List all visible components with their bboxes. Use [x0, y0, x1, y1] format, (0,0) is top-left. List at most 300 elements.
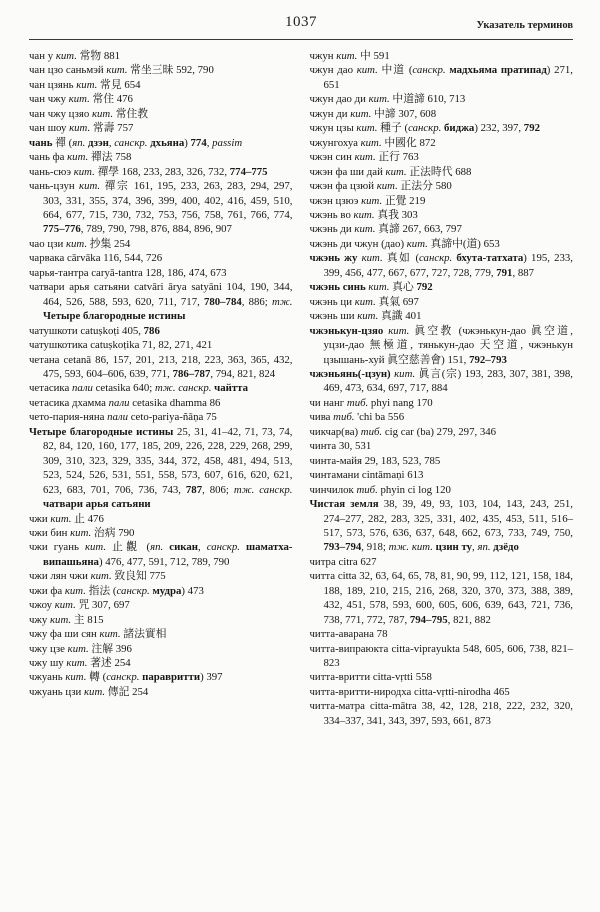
- text-run: читта-вритти citta-vṛtti 558: [309, 671, 432, 684]
- text-run: 真我 303: [374, 208, 418, 221]
- text-run: 注解 396: [88, 642, 132, 655]
- page-number: 1037: [285, 14, 317, 30]
- text-run: 指法 (: [85, 584, 117, 597]
- text-run: чжун: [309, 50, 337, 62]
- index-entry: [29, 381, 293, 395]
- text-run: phyi nang 170: [368, 396, 433, 409]
- index-entry: [310, 280, 574, 294]
- text-run: тж. санскр.: [154, 382, 212, 395]
- text-run: 常見 654: [97, 78, 141, 91]
- text-run: кит.: [66, 657, 88, 670]
- text-run: чжэнь ши: [309, 310, 358, 323]
- index-entry: [29, 136, 293, 150]
- index-entry: [310, 555, 574, 569]
- text-run: чжи лян чжи: [29, 570, 91, 583]
- text-run: чатушкоти catuṣkoṭi 405,: [29, 324, 144, 337]
- index-entry: [29, 49, 293, 63]
- text-run: чжи гуань: [29, 541, 85, 554]
- text-run: 中道諦 610, 713: [389, 93, 466, 106]
- text-run: пали: [107, 411, 129, 424]
- text-run: 致良知 775: [111, 570, 166, 583]
- text-run: 792: [523, 122, 540, 135]
- text-run: passim: [212, 136, 243, 149]
- text-run: кит.: [388, 324, 410, 337]
- text-run: ) 476, 477, 591, 712, 789, 790: [98, 555, 230, 568]
- text-run: , 887: [512, 266, 535, 279]
- index-entry: [310, 483, 574, 497]
- text-run: санскр.: [412, 64, 446, 77]
- text-run: кит.: [353, 208, 375, 221]
- text-run: 774–775: [229, 165, 268, 178]
- text-run: 793–794: [323, 541, 362, 554]
- text-run: кит.: [55, 50, 77, 62]
- text-run: кит.: [350, 107, 372, 120]
- text-run: чжун ди: [309, 107, 351, 120]
- text-run: чжэнь жу: [309, 252, 358, 265]
- text-run: чинтамани cintāmaṇi 613: [309, 469, 424, 482]
- running-title: Указатель терминов: [476, 20, 573, 31]
- right-column: [310, 49, 574, 728]
- text-run: phyin ci log 120: [377, 483, 451, 496]
- text-run: чива: [309, 411, 334, 424]
- text-run: кит.: [79, 180, 101, 193]
- text-run: 'chi ba 556: [354, 411, 405, 424]
- index-entry: [29, 150, 293, 164]
- text-run: ) 195, 233, 399, 456, 477, 667, 677, 727, 728, 779,: [323, 252, 573, 279]
- text-run: чжи: [29, 512, 51, 525]
- text-run: чан у: [29, 50, 56, 62]
- text-run: чжэнькун-цзяо: [309, 324, 384, 337]
- index-entry: [310, 468, 574, 482]
- index-entry: [29, 266, 293, 280]
- text-run: чжи фа: [29, 584, 65, 597]
- text-run: яп.: [477, 541, 491, 554]
- text-run: санскр.: [419, 252, 453, 265]
- index-entry: [310, 685, 574, 699]
- text-run: 常壽 757: [90, 122, 134, 135]
- index-entry: [29, 353, 293, 382]
- text-run: чатвари арья сатьяни: [43, 498, 151, 511]
- text-run: чань: [29, 136, 53, 149]
- text-run: чан цзянь: [29, 78, 77, 91]
- index-entry: [29, 627, 293, 641]
- text-run: Четыре благородные истины: [29, 425, 174, 438]
- text-run: 38, 39, 49, 93, 103, 104, 143, 243, 251, 274–277, 282, 283, 325, 331, 402, 435, 453, 511, 516–517, 573, 576, 636, 637, 648, 662, 673, 733, 749, 750,: [323, 498, 574, 539]
- text-run: чи нанг: [309, 396, 347, 409]
- text-run: 中諦 307, 608: [371, 107, 437, 120]
- text-run: кит.: [376, 180, 398, 193]
- text-run: ) 397: [200, 671, 223, 684]
- text-run: пали: [108, 396, 130, 409]
- text-run: яп.: [150, 541, 164, 554]
- index-entry: [310, 121, 574, 135]
- text-run: чжунгохуа: [309, 136, 361, 149]
- index-entry: [29, 526, 293, 540]
- index-entry: [310, 208, 574, 222]
- text-run: 中 591: [357, 50, 390, 62]
- text-run: 786–787: [172, 367, 211, 380]
- index-entry: [310, 569, 574, 627]
- text-run: кит.: [76, 78, 98, 91]
- text-run: 774: [190, 136, 207, 149]
- text-run: 792: [416, 281, 433, 294]
- text-run: 真識 401: [378, 310, 422, 323]
- text-run: 775–776: [43, 223, 81, 236]
- text-run: cig car (ba) 279, 297, 346: [382, 425, 497, 438]
- text-run: яп.: [72, 136, 86, 149]
- index-entry: [29, 121, 293, 135]
- index-entry: [29, 237, 293, 251]
- text-run: кит.: [64, 584, 86, 597]
- text-run: кит.: [68, 93, 90, 106]
- text-run: чжэн син: [309, 151, 355, 164]
- text-run: 786: [143, 324, 160, 337]
- text-run: кит.: [354, 223, 376, 236]
- text-run: ,: [108, 136, 115, 149]
- text-run: читта-аварана 78: [309, 628, 388, 641]
- index-entry: [310, 367, 574, 396]
- text-run: 真如 (: [382, 252, 420, 265]
- text-run: биджа: [444, 122, 475, 135]
- text-run: чинчилок: [309, 483, 357, 496]
- text-run: 著述 254: [87, 657, 131, 670]
- index-entry: [29, 598, 293, 612]
- text-run: , 789, 790, 798, 876, 884, 896, 907: [80, 223, 232, 236]
- text-run: кит.: [357, 310, 379, 323]
- index-entry: [29, 63, 293, 77]
- index-entry: [29, 642, 293, 656]
- text-run: чайтта: [214, 382, 248, 395]
- text-run: кит.: [361, 194, 383, 207]
- index-entry: [29, 338, 293, 352]
- index-entry: [29, 396, 293, 410]
- text-run: кит.: [368, 281, 390, 294]
- text-run: кит.: [65, 671, 87, 684]
- index-entry: [310, 179, 574, 193]
- text-run: кит.: [356, 122, 378, 135]
- index-entry: [29, 425, 293, 512]
- text-run: cetasika 640;: [92, 382, 155, 395]
- text-run: Четыре благородные истины: [43, 310, 186, 323]
- index-entry: [29, 179, 293, 237]
- text-run: кит.: [106, 64, 128, 77]
- text-run: тиб.: [360, 425, 383, 438]
- text-run: чинта-майя 29, 183, 523, 785: [309, 454, 441, 467]
- text-run: чжэнь ди: [309, 223, 355, 236]
- index-entry: [29, 512, 293, 526]
- text-run: 真諦中(道) 653: [427, 237, 500, 250]
- text-run: мудра: [152, 584, 182, 597]
- index-entry: [310, 150, 574, 164]
- text-run: ) 271, 651: [323, 64, 573, 91]
- text-run: ): [184, 136, 191, 149]
- text-run: чжу: [29, 613, 50, 626]
- text-run: 止 476: [71, 512, 104, 525]
- text-run: кит.: [368, 93, 390, 106]
- index-entry: [310, 92, 574, 106]
- text-run: мадхьяма пратипад: [449, 64, 547, 77]
- text-run: четасика дхамма: [29, 396, 109, 409]
- text-run: чжэнь во: [309, 208, 354, 221]
- text-run: , 821, 882: [447, 613, 491, 626]
- text-run: 禪學 168, 233, 283, 326, 732,: [94, 165, 230, 178]
- text-run: чарья-тантра caryā-tantra 128, 186, 474, 673: [29, 266, 227, 279]
- text-run: 真氣 697: [375, 295, 419, 308]
- index-columns: [29, 49, 573, 728]
- text-run: тж. кит.: [388, 541, 433, 554]
- text-run: 眞言(宗) 193, 283, 307, 381, 398, 469, 473, 634, 697, 717, 884: [323, 367, 574, 395]
- text-run: чжун дао ди: [309, 93, 369, 106]
- text-run: кит.: [54, 599, 76, 612]
- text-run: чжун цзы: [309, 122, 357, 135]
- text-run: кит.: [67, 642, 89, 655]
- text-run: санскр.: [206, 541, 240, 554]
- index-entry: [29, 165, 293, 179]
- index-entry: [310, 309, 574, 323]
- text-run: 常住教: [113, 107, 149, 120]
- text-run: чан цзо саньмэй: [29, 64, 107, 77]
- index-entry: [310, 699, 574, 728]
- text-run: 轉 (: [86, 671, 107, 684]
- text-run: 真心: [389, 281, 417, 294]
- text-run: тиб.: [333, 411, 355, 424]
- index-entry: [310, 136, 574, 150]
- text-run: 傳記 254: [105, 685, 149, 698]
- text-run: кит.: [336, 50, 358, 62]
- text-run: дхьяна: [150, 136, 185, 149]
- text-run: кит.: [84, 541, 107, 554]
- text-run: 常住 476: [89, 93, 133, 106]
- text-run: кит.: [50, 613, 72, 626]
- text-run: кит.: [356, 64, 378, 77]
- text-run: 咒 307, 697: [75, 599, 130, 612]
- text-run: дзэн: [88, 136, 109, 149]
- text-run: 治病 790: [91, 526, 135, 539]
- text-run: шаматха-випашьяна: [43, 541, 293, 568]
- text-run: кит.: [354, 151, 376, 164]
- text-run: тиб.: [356, 483, 378, 496]
- text-run: 正覺 219: [382, 194, 426, 207]
- text-run: тиб.: [346, 396, 369, 409]
- text-run: 止觀 (: [106, 541, 151, 554]
- text-run: читта-випраюкта citta-viprayukta 548, 605, 606, 738, 821–823: [309, 642, 573, 670]
- index-entry: [310, 165, 574, 179]
- index-entry: [310, 425, 574, 439]
- text-run: 正法時代 688: [406, 165, 472, 178]
- text-run: 794–795: [409, 613, 448, 626]
- text-run: чжэн фа ши дай: [309, 165, 386, 178]
- index-entry: [29, 613, 293, 627]
- text-run: кит.: [50, 512, 72, 525]
- text-run: ) 473: [181, 584, 204, 597]
- text-run: кит.: [67, 151, 89, 164]
- text-run: 真諦 267, 663, 797: [375, 223, 462, 236]
- text-run: кит.: [385, 165, 407, 178]
- text-run: 常坐三昧 592, 790: [127, 64, 214, 77]
- header-rule: [29, 39, 573, 40]
- text-run: ,: [197, 541, 207, 554]
- text-run: кит.: [65, 237, 88, 250]
- text-run: чао цзи: [29, 237, 66, 250]
- text-run: кит.: [99, 628, 121, 641]
- text-run: 種子 (: [377, 122, 409, 135]
- text-run: 禪宗 161, 195, 233, 263, 283, 294, 297, 303, 331, 355, 374, 396, 399, 400, 402, 416, 459, 510, 664, 677, 715, 730, 732, 753, 756, 758, 761, 766, 774,: [43, 180, 293, 221]
- text-run: бхута-татхата: [456, 252, 524, 265]
- text-run: читта-вритти-ниродха citta-vṛtti-nirodha 465: [309, 685, 510, 698]
- index-entry: [310, 627, 574, 641]
- text-run: сикан: [169, 541, 198, 554]
- text-run: 禪 (: [52, 136, 73, 149]
- text-run: санскр.: [116, 584, 150, 597]
- index-entry: [310, 295, 574, 309]
- index-entry: [310, 497, 574, 555]
- text-run: чжэнь ди чжун (дао): [309, 237, 407, 250]
- text-run: 780–784: [203, 295, 242, 308]
- index-entry: [29, 280, 293, 323]
- index-entry: [29, 540, 293, 569]
- text-run: чжуань цзи: [29, 685, 84, 698]
- text-run: чжу шу: [29, 657, 67, 670]
- text-run: кит.: [90, 570, 112, 583]
- text-run: 正行 763: [375, 151, 419, 164]
- text-run: санскр.: [114, 136, 148, 149]
- text-run: санскр.: [408, 122, 442, 135]
- text-run: кит.: [354, 295, 376, 308]
- text-run: кит.: [360, 136, 382, 149]
- text-run: 25, 31, 41–42, 71, 73, 74, 82, 84, 120, 160, 177, 185, 209, 226, 228, 229, 268, 299, 309, 310, 323, 329, 335, 344, 372, 458, 481, 494, 513, 523, 524, 526, 531, 551, 558, 573, 607, 616, 620, 621, 623, 683, 701, 706, 736, 743,: [43, 425, 293, 496]
- index-entry: [310, 237, 574, 251]
- index-entry: [29, 670, 293, 684]
- text-run: , 886;: [241, 295, 272, 308]
- text-run: чикчар(ва): [309, 425, 361, 438]
- text-run: чето-пария-няна: [29, 411, 108, 424]
- text-run: кит.: [91, 107, 114, 120]
- text-run: 中國化 872: [381, 136, 436, 149]
- text-run: паравритти: [142, 671, 201, 684]
- index-entry: [310, 194, 574, 208]
- index-entry: [310, 439, 574, 453]
- index-entry: [310, 454, 574, 468]
- text-run: читта-матра citta-mātra 38, 42, 128, 218, 222, 232, 320, 334–337, 341, 343, 397, 593, 661, 873: [309, 700, 573, 727]
- text-run: чан чжу цзяо: [29, 107, 92, 120]
- index-entry: [310, 324, 574, 367]
- text-run: кит.: [73, 165, 95, 178]
- index-entry: [29, 78, 293, 92]
- text-run: Чистая земля: [309, 498, 379, 511]
- text-run: 中道 (: [377, 64, 413, 77]
- text-run: кит.: [70, 526, 92, 539]
- text-run: чарвака cārvāka 116, 544, 726: [29, 252, 163, 265]
- text-run: четана cetanā 86, 157, 201, 213, 218, 223, 363, 365, 432, 475, 593, 604–606, 639, 771,: [29, 353, 293, 380]
- page-header: [29, 14, 573, 38]
- text-run: , 918;: [361, 541, 389, 554]
- text-run: ) 232, 397,: [474, 122, 524, 135]
- index-entry: [310, 670, 574, 684]
- text-run: чатвари арья сатьяни catvāri ārya satyāni 104, 190, 344, 464, 526, 588, 593, 620, 711, 717,: [29, 281, 293, 308]
- text-run: чань-цзун: [29, 180, 80, 193]
- left-column: [29, 49, 293, 728]
- text-run: чжи бин: [29, 526, 71, 539]
- text-run: кит.: [84, 685, 106, 698]
- text-run: 諸法實相: [120, 628, 167, 641]
- index-entry: [29, 569, 293, 583]
- text-run: пали: [72, 382, 93, 395]
- text-run: 正法分 580: [397, 180, 452, 193]
- text-run: кит.: [361, 252, 383, 265]
- text-run: 抄集 254: [87, 237, 131, 250]
- text-run: чжу фа ши сян: [29, 628, 100, 641]
- text-run: чань фа: [29, 151, 68, 164]
- index-entry: [310, 396, 574, 410]
- text-run: четасика: [29, 382, 73, 395]
- index-entry: [29, 107, 293, 121]
- text-run: чжэнь ци: [309, 295, 355, 308]
- text-run: санскр.: [106, 671, 140, 684]
- index-entry: [310, 251, 574, 280]
- text-run: 眞空教 (чжэнькун-дао 眞空道, уцзи-дао 無極道, тянькун-дао 天空道, чжэнькун цзышань-хуй 眞空慈善會) 151,: [323, 324, 574, 366]
- text-run: , 794, 821, 824: [210, 367, 276, 380]
- text-run: 常物 881: [76, 50, 121, 62]
- text-run: чатушкотика catuṣkoṭika 71, 82, 271, 421: [29, 339, 213, 352]
- text-run: 787: [185, 483, 203, 496]
- text-run: ceto-pariya-ñāṇa 75: [128, 411, 217, 424]
- text-run: чжуань: [29, 671, 66, 684]
- text-run: 791: [496, 266, 513, 279]
- index-entry: [310, 63, 574, 92]
- index-entry: [310, 222, 574, 236]
- text-run: чжу цзе: [29, 642, 68, 655]
- index-entry: [310, 410, 574, 424]
- text-run: cetasika dhamma 86: [129, 396, 221, 409]
- text-run: 主 815: [71, 613, 104, 626]
- text-run: тж. санскр.: [233, 483, 293, 496]
- text-run: кит.: [394, 367, 416, 380]
- index-entry: [29, 251, 293, 265]
- index-entry: [29, 92, 293, 106]
- text-run: чинта 30, 531: [309, 440, 372, 453]
- text-run: читта citta 32, 63, 64, 65, 78, 81, 90, 99, 112, 121, 158, 184, 188, 189, 210, 215, 216, 268, 320, 370, 373, 388, 389, 432, 451, 578, 593, 600, 605, 606, 639, 643, 721, 736, 738, 771, 772, 787,: [309, 570, 573, 626]
- text-run: чжун дао: [309, 64, 357, 77]
- text-run: чжэнь синь: [309, 281, 366, 294]
- text-run: читра citra 627: [309, 555, 377, 568]
- text-run: кит.: [69, 122, 91, 135]
- text-run: чан шоу: [29, 122, 70, 135]
- index-entry: [29, 584, 293, 598]
- text-run: чань-сюэ: [29, 165, 74, 178]
- index-entry: [29, 656, 293, 670]
- text-run: ,: [206, 136, 213, 149]
- text-run: чжэн цзюэ: [309, 194, 362, 207]
- text-run: 792–793: [469, 353, 507, 366]
- text-run: чжэньянь(-цзун): [309, 367, 391, 380]
- text-run: чжэн фа цзюй: [309, 180, 377, 193]
- index-entry: [310, 107, 574, 121]
- text-run: чжоу: [29, 599, 55, 612]
- text-run: кит.: [406, 237, 428, 250]
- index-entry: [29, 324, 293, 338]
- text-run: чан чжу: [29, 93, 69, 106]
- text-run: 禪法 758: [88, 151, 132, 164]
- text-run: тж.: [271, 295, 293, 308]
- index-entry: [29, 685, 293, 699]
- text-run: ,: [472, 541, 478, 554]
- index-entry: [310, 49, 574, 63]
- index-entry: [29, 410, 293, 424]
- text-run: цзин ту: [435, 541, 473, 554]
- text-run: дзёдо: [493, 541, 519, 554]
- index-entry: [310, 642, 574, 671]
- text-run: , 806;: [202, 483, 234, 496]
